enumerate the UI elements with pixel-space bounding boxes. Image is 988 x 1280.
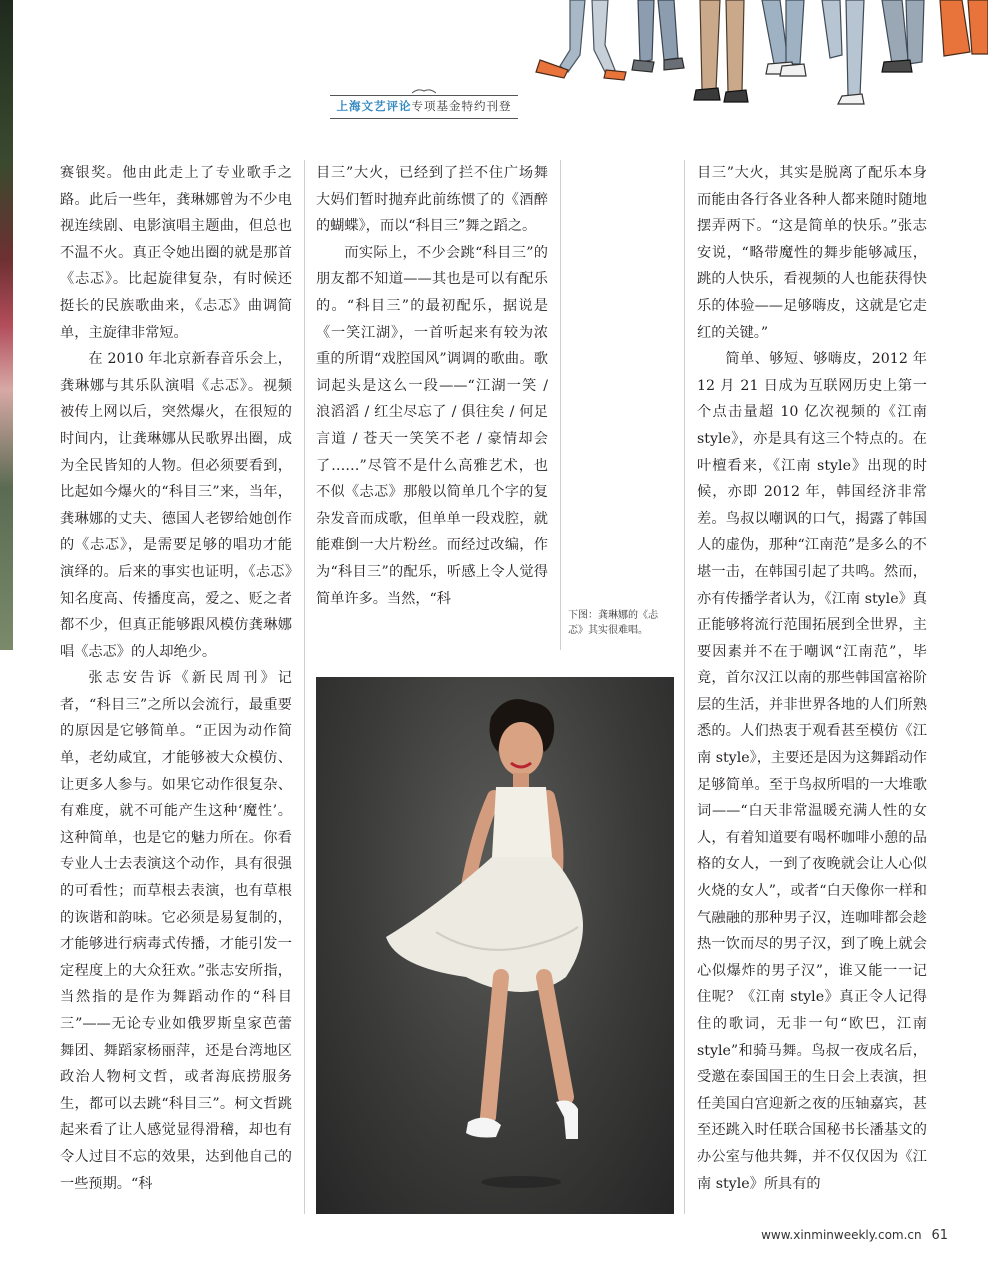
ornament-icon <box>412 88 436 94</box>
website-url: www.xinminweekly.com.cn <box>761 1228 922 1242</box>
paragraph: 赛银奖。他由此走上了专业歌手之路。此后一些年，龚琳娜曾为不少电视连续剧、电影演唱主题曲，但总也不温不火。真正令她出圈的就是那首《忐忑》。比起旋律复杂，有时候还挺长的民族歌曲来，《忐忑》曲调简单，主旋律非常短。 <box>60 165 292 341</box>
photo-caption: 下图：龚琳娜的《忐忑》其实很难唱。 <box>568 610 658 636</box>
dancers-illustration <box>530 0 988 105</box>
banner-bottom-rule <box>330 118 518 119</box>
paragraph: 在 2010 年北京新春音乐会上，龚琳娜与其乐队演唱《忐忑》。视频被传上网以后，突然爆火，在很短的时间内，让龚琳娜从民歌界出圈，成为全民皆知的人物。但必须要看到，比起如今爆火的“科目三”来，当年，龚琳娜的丈夫、德国人老锣给她创作的《忐忑》，是需要足够的唱功才能演绎的。后来的事实也证明，《忐忑》知名度高、传播度高，爱之、贬之者都不少，但真正能够跟风模仿龚琳娜唱《忐忑》的人却绝少。 <box>60 351 292 660</box>
text-column-3 <box>697 160 927 1197</box>
left-photo-strip <box>0 0 13 650</box>
dancers-illustration-svg <box>530 0 988 105</box>
column-divider-1 <box>304 160 305 1214</box>
banner-text <box>330 98 518 114</box>
text-column-1 <box>60 160 292 1197</box>
paragraph: 张志安告诉《新民周刊》记者，“科目三”之所以会流行，最重要的原因是它够简单。“正因为动作简单，老幼咸宜，才能够被大众模仿、让更多人参与。如果它动作很复杂、有难度，就不可能产生这种‘魔性’。这种简单，也是它的魅力所在。你看专业人士去表演这个动作，具有很强的可看性；而草根去表演，也有草根的诙谐和韵味。它必须是易复制的，才能够进行病毒式传播，才能引发一定程度上的大众狂欢。”张志安所指，当然指的是作为舞蹈动作的“科目三”——无论专业如俄罗斯皇家芭蕾舞团、舞蹈家杨丽萍，还是台湾地区政治人物柯文哲，或者海底捞服务生，都可以去跳“科目三”。柯文哲跳起来看了让人感觉显得滑稽，却也有令人过目不忘的效果，达到他自己的一些预期。“科 <box>60 670 292 1192</box>
page-number: 61 <box>931 1228 948 1243</box>
sponsor-banner <box>330 88 518 124</box>
paragraph: 目三”大火，已经到了拦不住广场舞大妈们暂时抛弃此前练惯了的《酒醉的蝴蝶》，而以“科目三”舞之蹈之。 <box>316 165 548 235</box>
banner-top-rule <box>330 95 518 96</box>
column-divider-3 <box>684 160 685 1214</box>
banner-subtext: 专项基金特约刊登 <box>411 99 512 113</box>
page-footer <box>761 1228 948 1243</box>
paragraph: 简单、够短、够嗨皮，2012 年 12 月 21 日成为互联网历史上第一个点击量超 10 亿次视频的《江南 style》，亦是具有这三个特点的。在叶檀看来，《江南 style》出现的时候，亦即 2012 年，韩国经济非常差。鸟叔以嘲讽的口气，揭露了韩国人的虚伪，那种“江南范”是多么的不堪一击，在韩国引起了共鸣。然而，亦有传播学者认为，《江南 style》真正能够将流行范围拓展到全世界，主要因素并不在于嘲讽“江南范”，毕竟，首尔汉江以南的那些韩国富裕阶层的生活，并非世界各地的人们所熟悉的。人们热衷于观看甚至模仿《江南 style》，主要还是因为这舞蹈动作足够简单。至于鸟叔所唱的一大堆歌词——“白天非常温暖充满人性的女人，有着知道要有喝杯咖啡小憩的品格的女人，一到了夜晚就会让人心似火烧的女人”，或者“白天像你一样和气融融的那种男子汉，连咖啡都会趁热一饮而尽的男子汉，到了晚上就会心似爆炸的男子汉”，谁又能一一记住呢？《江南 style》真正令人记得住的歌词，无非一句“欧巴，江南 style”和骑马舞。鸟叔一夜成名后，受邀在泰国国王的生日会上表演，担任美国白宫迎新之夜的压轴嘉宾，甚至还跳入时任联合国秘书长潘基文的办公室与他共舞，并不仅仅因为《江南 style》所具有的 <box>697 351 927 1192</box>
column-divider-2 <box>560 160 561 650</box>
paragraph: 目三”大火，其实是脱离了配乐本身而能由各行各业各种人都来随时随地摆弄两下。“这是简单的快乐。”张志安说，“略带魔性的舞步能够减压，跳的人快乐，看视频的人也能获得快乐的体验——足够嗨皮，这就是它走红的关键。” <box>697 165 927 341</box>
singer-figure-svg <box>316 677 674 1214</box>
paragraph: 而实际上，不少会跳“科目三”的朋友都不知道——其也是可以有配乐的。“科目三”的最初配乐，据说是《一笑江湖》，一首听起来有较为浓重的所谓“戏腔国风”调调的歌曲。歌词起头是这么一段——“江湖一笑 / 浪滔滔 / 红尘尽忘了 / 俱往矣 / 何足言道 / 苍天一笑笑不老 / 豪情却会了……”尽管不是什么高雅艺术，也不似《忐忑》那般以简单几个字的复杂发音而成歌，但单单一段戏腔，就能难倒一大片粉丝。而经过改编，作为“科目三”的配乐，听感上令人觉得简单许多。当然，“科 <box>316 244 548 607</box>
text-column-2 <box>316 160 548 612</box>
singer-photo <box>316 677 674 1214</box>
banner-brand: 上海文艺评论 <box>336 99 412 113</box>
